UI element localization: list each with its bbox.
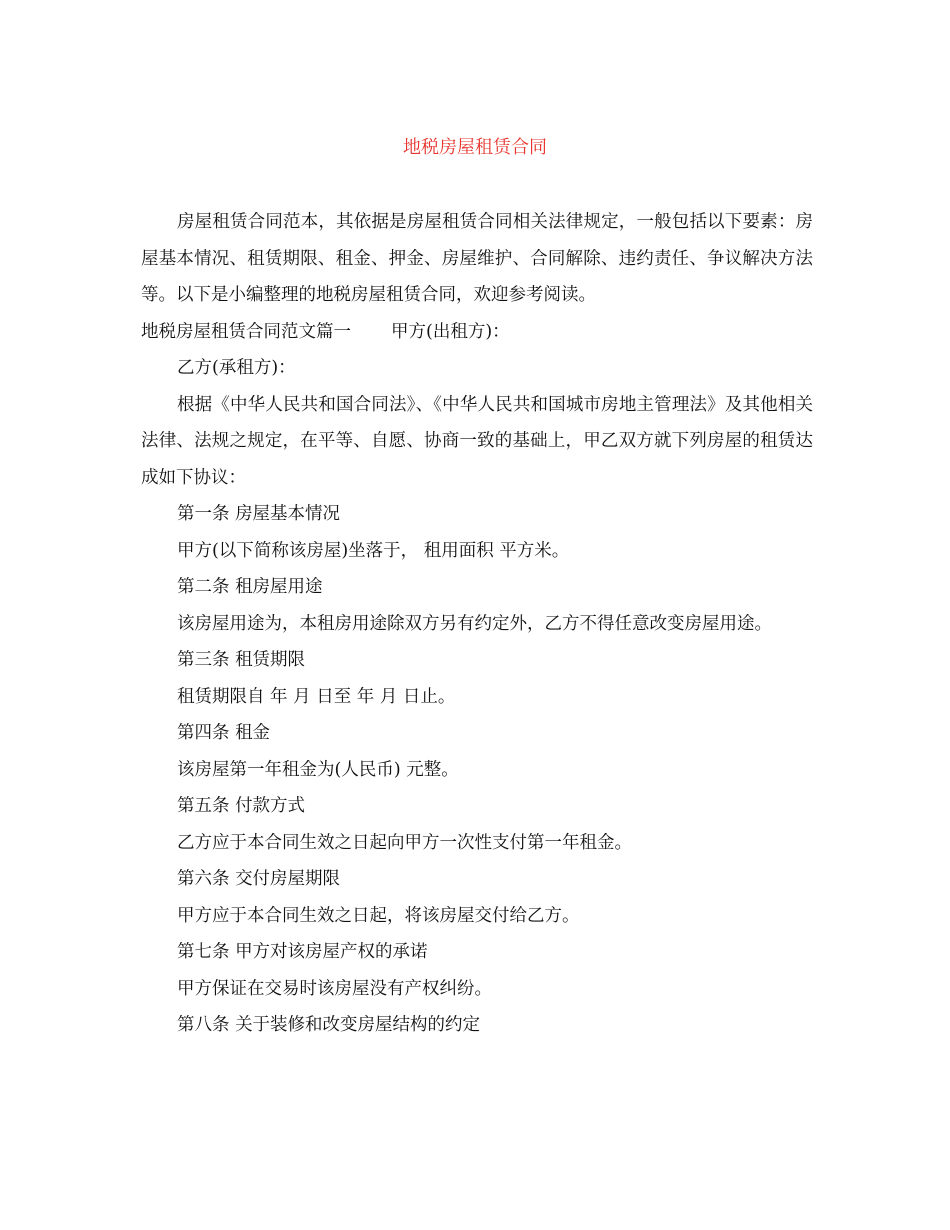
article-3-title: 第三条 租赁期限 — [177, 650, 306, 670]
section-heading-line — [141, 314, 813, 351]
party-a-label: 甲方(出租方)： — [391, 321, 510, 342]
article-2-text: 该房屋用途为，本租房用途除双方另有约定外，乙方不得任意改变房屋用途。 — [177, 613, 772, 634]
party-b-label: 乙方(承租方)： — [177, 358, 296, 378]
intro-paragraph: 房屋租赁合同范本，其依据是房屋租赁合同相关法律规定，一般包括以下要素：房屋基本情况、租赁期限、租金、押金、房屋维护、合同解除、违约责任、争议解决方法等。以下是小编整理的地税房屋租赁合同，欢迎参考阅读。 — [141, 212, 813, 305]
basis-paragraph: 根据《中华人民共和国合同法》、《中华人民共和国城市房地主管理法》及其他相关法律、法规之规定，在平等、自愿、协商一致的基础上，甲乙双方就下列房屋的租赁达成如下协议： — [141, 394, 813, 488]
article-7-text: 甲方保证在交易时该房屋没有产权纠纷。 — [177, 978, 492, 999]
article-8-title: 第八条 关于装修和改变房屋结构的约定 — [177, 1015, 481, 1035]
article-6-title: 第六条 交付房屋期限 — [177, 869, 341, 889]
article-6-text: 甲方应于本合同生效之日起，将该房屋交付给乙方。 — [177, 905, 580, 926]
article-7-title: 第七条 甲方对该房屋产权的承诺 — [177, 942, 428, 962]
document-body — [141, 204, 813, 1044]
article-1-title: 第一条 房屋基本情况 — [177, 504, 341, 524]
article-3-text: 租赁期限自 年 月 日至 年 月 日止。 — [177, 686, 456, 707]
article-5-text: 乙方应于本合同生效之日起向甲方一次性支付第一年租金。 — [177, 832, 632, 853]
article-4-title: 第四条 租金 — [177, 723, 271, 743]
article-2-title: 第二条 租房屋用途 — [177, 577, 323, 597]
section-heading: 地税房屋租赁合同范文篇一 — [141, 321, 351, 342]
document-title: 地税房屋租赁合同 — [403, 137, 547, 158]
article-1-text: 甲方(以下简称该房屋)坐落于， 租用面积 平方米。 — [177, 540, 570, 561]
article-4-text: 该房屋第一年租金为(人民币) 元整。 — [177, 759, 459, 780]
article-5-title: 第五条 付款方式 — [177, 796, 306, 816]
